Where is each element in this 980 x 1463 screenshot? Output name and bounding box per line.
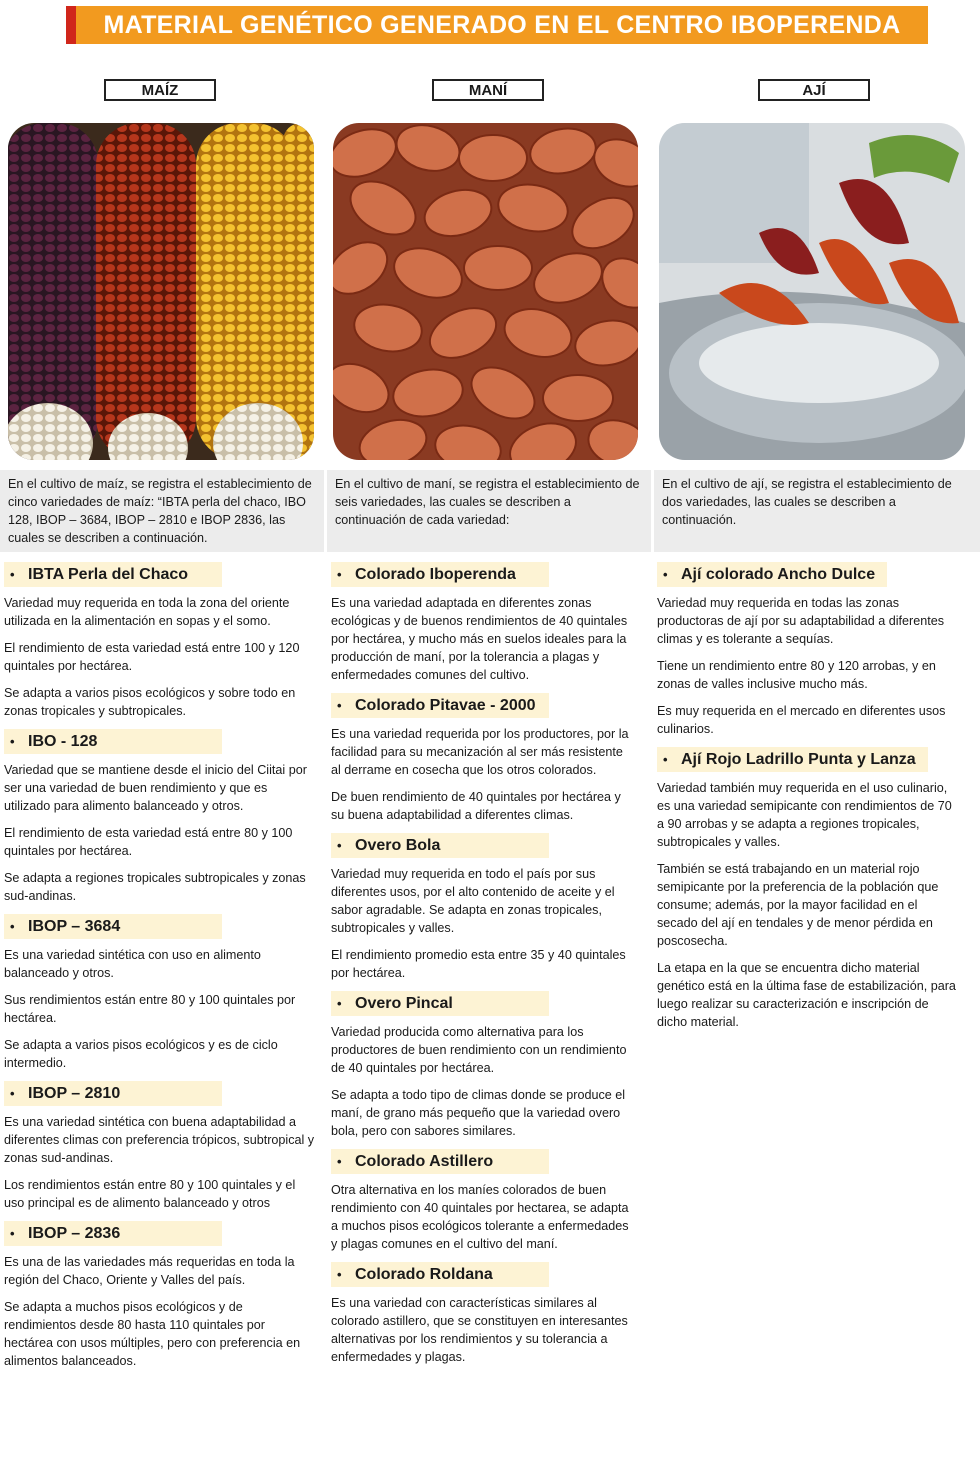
variety-heading bbox=[657, 562, 887, 587]
column-mani bbox=[331, 562, 631, 1375]
variety-block bbox=[4, 914, 316, 1072]
variety-block bbox=[331, 1149, 631, 1253]
variety-heading bbox=[331, 833, 549, 858]
page-banner bbox=[66, 6, 928, 44]
intro-mani: En el cultivo de maní, se registra el establecimiento de seis variedades, las cuales se describen a continuación de cada variedad: bbox=[327, 470, 651, 552]
variety-heading bbox=[4, 729, 222, 754]
variety-block bbox=[4, 729, 316, 905]
variety-block bbox=[331, 1262, 631, 1366]
corn-photo bbox=[8, 123, 314, 460]
variety-description: Es una variedad sintética con buena adaptabilidad a diferentes climas con preferencia trópicos, subtropical y zonas sud-andinas. bbox=[4, 1115, 315, 1165]
variety-heading bbox=[657, 747, 928, 772]
variety-description: Variedad muy requerida en todas las zonas productoras de ají por su adaptabilidad a diferentes climas y es tolerante a sequías. bbox=[657, 596, 945, 646]
variety-description: Es una de las variedades más requeridas en toda la región del Chaco, Oriente y Valles del país. bbox=[4, 1255, 295, 1287]
column-maiz bbox=[4, 562, 316, 1379]
crop-label-mani: MANÍ bbox=[432, 79, 544, 101]
bullet-icon: • bbox=[10, 1086, 15, 1101]
crop-label-maiz: MAÍZ bbox=[104, 79, 216, 101]
variety-heading bbox=[331, 1262, 549, 1287]
variety-block bbox=[4, 1081, 316, 1212]
intro-maiz: En el cultivo de maíz, se registra el establecimiento de cinco variedades de maíz: “IBTA perla del chaco, IBO 128, IBOP – 3684, IBOP – 2810 e IBOP 2836, las cuales se describen a continuación. bbox=[0, 470, 324, 552]
variety-description: Es una variedad con características similares al colorado astillero, que se constituyen en interesantes alternativas por los rendimientos y su tolerancia a enfermedades y plagas. bbox=[331, 1296, 628, 1364]
variety-name: Colorado Iboperenda bbox=[355, 566, 516, 583]
variety-heading bbox=[4, 914, 222, 939]
variety-name: Colorado Pitavae - 2000 bbox=[355, 697, 536, 714]
variety-description: Variedad producida como alternativa para los productores de buen rendimiento con un rendimiento de 40 quintales por hectárea. bbox=[331, 1025, 627, 1075]
bullet-icon: • bbox=[337, 838, 342, 853]
bullet-icon: • bbox=[10, 734, 15, 749]
variety-heading bbox=[331, 562, 549, 587]
variety-name: IBOP – 2836 bbox=[28, 1225, 121, 1242]
variety-description: Sus rendimientos están entre 80 y 100 quintales por hectárea. bbox=[4, 993, 296, 1025]
variety-name: IBOP – 3684 bbox=[28, 918, 121, 935]
bullet-icon: • bbox=[337, 1267, 342, 1282]
variety-block bbox=[657, 562, 957, 738]
bullet-icon: • bbox=[663, 752, 668, 767]
bullet-icon: • bbox=[337, 996, 342, 1011]
variety-description: De buen rendimiento de 40 quintales por hectárea y su buena adaptabilidad a diferentes climas. bbox=[331, 790, 621, 822]
variety-description: Se adapta a muchos pisos ecológicos y de rendimientos desde 80 hasta 110 quintales por hectárea con usos múltiples, pero con preferencia en alimentos balanceados. bbox=[4, 1300, 301, 1368]
variety-block bbox=[331, 833, 631, 982]
variety-heading bbox=[331, 1149, 549, 1174]
variety-block bbox=[4, 562, 316, 720]
variety-description: También se está trabajando en un material rojo semipicante por la preferencia de la población que consume; además, por la mayor facilidad en el secado del ají en tendales y de menor pérdida en poscosecha. bbox=[657, 862, 939, 948]
variety-block bbox=[657, 747, 957, 1031]
variety-description: Es una variedad sintética con uso en alimento balanceado y otros. bbox=[4, 948, 261, 980]
chili-photo bbox=[659, 123, 965, 460]
variety-description: La etapa en la que se encuentra dicho material genético está en la última fase de estabilización, para luego realizar su caracterización e inscripción de dicho material. bbox=[657, 961, 956, 1029]
variety-description: Variedad también muy requerida en el uso culinario, es una variedad semipicante con rendimientos de 70 a 90 arrobas y se adapta a regiones tropicales, subtropicales y valles. bbox=[657, 781, 952, 849]
variety-description: Se adapta a varios pisos ecológicos y sobre todo en zonas tropicales y subtropicales. bbox=[4, 686, 296, 718]
variety-description: Se adapta a varios pisos ecológicos y es de ciclo intermedio. bbox=[4, 1038, 278, 1070]
variety-heading bbox=[4, 562, 222, 587]
variety-heading bbox=[331, 991, 549, 1016]
variety-name: IBOP – 2810 bbox=[28, 1085, 121, 1102]
variety-description: Es muy requerida en el mercado en diferentes usos culinarios. bbox=[657, 704, 946, 736]
column-aji bbox=[657, 562, 957, 1040]
variety-heading bbox=[4, 1221, 222, 1246]
variety-description: Tiene un rendimiento entre 80 y 120 arrobas, y en zonas de valles inclusive mucho más. bbox=[657, 659, 936, 691]
bullet-icon: • bbox=[10, 919, 15, 934]
variety-block bbox=[4, 1221, 316, 1370]
bullet-icon: • bbox=[10, 567, 15, 582]
variety-description: El rendimiento de esta variedad está entre 100 y 120 quintales por hectárea. bbox=[4, 641, 300, 673]
bullet-icon: • bbox=[10, 1226, 15, 1241]
variety-heading bbox=[331, 693, 549, 718]
variety-name: Ají colorado Ancho Dulce bbox=[681, 566, 876, 583]
variety-description: Es una variedad requerida por los productores, por la facilidad para su mecanización al ser más resistente al derrame en cosecha que los otros colorados. bbox=[331, 727, 629, 777]
variety-block bbox=[331, 562, 631, 684]
variety-name: Colorado Roldana bbox=[355, 1266, 493, 1283]
variety-heading bbox=[4, 1081, 222, 1106]
variety-description: Se adapta a todo tipo de climas donde se produce el maní, de grano más pequeño que la variedad overo bola, pero con sabores similares. bbox=[331, 1088, 626, 1138]
variety-name: Overo Bola bbox=[355, 837, 441, 854]
bullet-icon: • bbox=[337, 698, 342, 713]
intro-aji: En el cultivo de ají, se registra el establecimiento de dos variedades, las cuales se describen a continuación. bbox=[654, 470, 980, 552]
variety-description: Los rendimientos están entre 80 y 100 quintales y el uso principal es de alimento balanceado y otros bbox=[4, 1178, 296, 1210]
variety-name: IBO - 128 bbox=[28, 733, 98, 750]
bullet-icon: • bbox=[663, 567, 668, 582]
variety-description: El rendimiento promedio esta entre 35 y 40 quintales por hectárea. bbox=[331, 948, 626, 980]
page-title: MATERIAL GENÉTICO GENERADO EN EL CENTRO IBOPERENDA bbox=[103, 10, 901, 39]
variety-description: El rendimiento de esta variedad está entre 80 y 100 quintales por hectárea. bbox=[4, 826, 293, 858]
variety-name: Overo Pincal bbox=[355, 995, 453, 1012]
peanut-photo bbox=[333, 123, 638, 460]
variety-description: Se adapta a regiones tropicales subtropicales y zonas sud-andinas. bbox=[4, 871, 306, 903]
crop-label-aji: AJÍ bbox=[758, 79, 870, 101]
variety-description: Variedad muy requerida en toda la zona del oriente utilizada en la alimentación en sopas y el somo. bbox=[4, 596, 290, 628]
bullet-icon: • bbox=[337, 1154, 342, 1169]
variety-name: IBTA Perla del Chaco bbox=[28, 566, 189, 583]
variety-description: Variedad muy requerida en todo el país por sus diferentes usos, por el alto contenido de aceite y el sabor agradable. Se adapta en zonas tropicales, subtropicales y valles. bbox=[331, 867, 615, 935]
variety-name: Colorado Astillero bbox=[355, 1153, 494, 1170]
variety-description: Es una variedad adaptada en diferentes zonas ecológicas y de buenos rendimientos de 40 quintales por hectárea, y mucho más en suelos ideales para la producción de maní, por la tolerancia a plagas y enfermedades comunes del cultivo. bbox=[331, 596, 628, 682]
variety-description: Otra alternativa en los maníes colorados de buen rendimiento con 40 quintales por hectarea, se adapta a muchos pisos ecológicos tolerante a enfermedades y plagas comunes en el cultivo del maní. bbox=[331, 1183, 629, 1251]
variety-description: Variedad que se mantiene desde el inicio del Ciitai por ser una variedad de buen rendimiento y que es utilizado para alimento balanceado y otros. bbox=[4, 763, 307, 813]
variety-block bbox=[331, 693, 631, 824]
variety-block bbox=[331, 991, 631, 1140]
variety-name: Ají Rojo Ladrillo Punta y Lanza bbox=[681, 751, 916, 768]
bullet-icon: • bbox=[337, 567, 342, 582]
